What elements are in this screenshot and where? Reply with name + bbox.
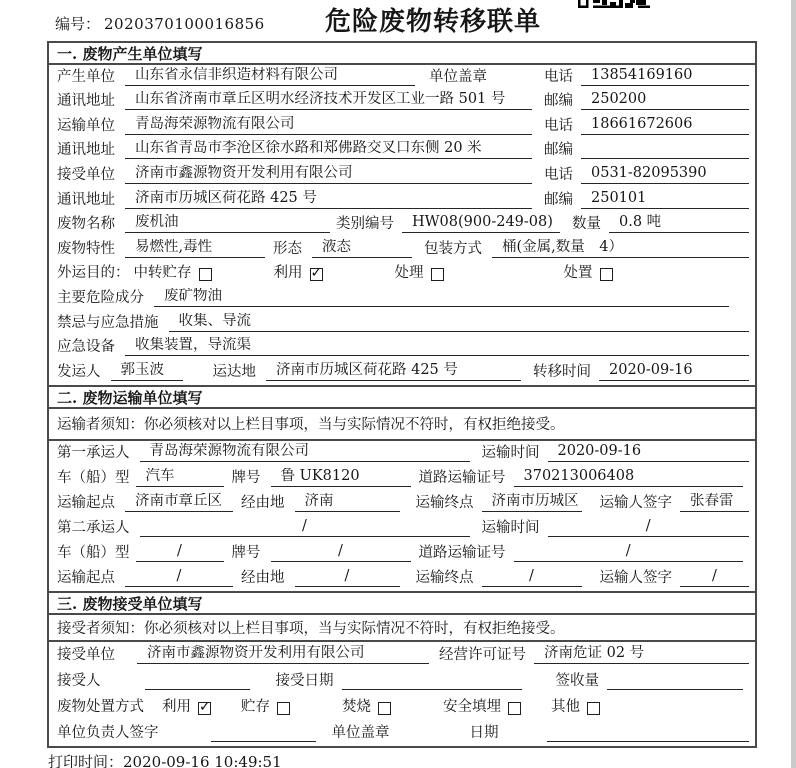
scrollbar[interactable] — [791, 0, 796, 768]
route2-sign-value: / — [680, 568, 749, 587]
road-cert1-value: 370213006408 — [514, 468, 744, 487]
print-time-line — [48, 751, 282, 768]
section3-header: 三. 废物接受单位填写 — [49, 591, 755, 615]
route1-start-value: 济南市章丘区 — [125, 493, 233, 512]
receiver-notice: 接受者须知：你必须核对以上栏目事项，当与实际情况不符时，有权拒绝接受。 — [49, 615, 755, 642]
form-label: 形态 — [273, 240, 302, 257]
receive-unit-s3-value: 济南市鑫源物资开发利用有限公司 — [137, 645, 429, 664]
waste-name-label: 废物名称 — [57, 216, 115, 233]
purpose-dispose-label: 处置 — [563, 265, 593, 282]
quantity-value: 0.8 吨 — [609, 214, 749, 233]
row-hazard — [49, 286, 755, 311]
responsible-sign-value — [211, 724, 316, 742]
qr-code-fragment — [578, 0, 650, 8]
produce-unit-label: 产生单位 — [57, 68, 115, 85]
transporter-notice: 运输者须知：你必须核对以上栏目事项，当与实际情况不符时，有权拒绝接受。 — [49, 409, 755, 441]
unit-stamp-s3-label: 单位盖章 — [331, 724, 390, 741]
row-route1 — [49, 491, 755, 516]
hazard-value: 废矿物油 — [154, 288, 729, 307]
section2-header: 二. 废物运输单位填写 — [49, 385, 755, 409]
quantity-label: 数量 — [572, 216, 601, 233]
transport-time1-label: 运输时间 — [481, 444, 540, 461]
receive-unit-label: 接受单位 — [57, 166, 115, 183]
transport-addr-value: 山东省青岛市李沧区徐水路和郑佛路交叉口东侧 20 米 — [125, 140, 532, 159]
carrier2-value: / — [140, 518, 470, 537]
sender-label: 发运人 — [57, 363, 101, 380]
row-receive-addr — [49, 188, 755, 213]
zip-value-3: 250101 — [581, 190, 749, 209]
route2-end-value: / — [482, 568, 582, 587]
disposal-label: 废物处置方式 — [57, 698, 144, 715]
purpose-label: 外运目的： — [57, 265, 130, 282]
zip-label-3: 邮编 — [544, 191, 573, 208]
row-waste-name — [49, 213, 755, 238]
row-waste-prop — [49, 237, 755, 262]
row-produce-unit — [49, 65, 755, 90]
route1-sign-label: 运输人签字 — [599, 494, 672, 511]
phone-value-2: 18661672606 — [581, 116, 749, 135]
row-carrier1 — [49, 441, 755, 466]
route2-via-label: 经由地 — [241, 569, 285, 586]
checkbox-transfer-storage — [199, 268, 212, 281]
disposal-landfill-label: 安全填埋 — [443, 698, 501, 715]
row-vehicle1 — [49, 466, 755, 491]
receive-addr-value: 济南市历城区荷花路 425 号 — [125, 190, 532, 209]
row-carrier2 — [49, 516, 755, 541]
waste-name-value: 废机油 — [125, 214, 330, 233]
produce-addr-value: 山东省济南市章丘区明水经济技术开发区工业一路 501 号 — [125, 91, 532, 110]
checkbox-treat — [431, 268, 444, 281]
signed-qty-label: 签收量 — [555, 672, 599, 689]
page-title: 危险废物转移联单 — [324, 7, 542, 37]
route1-end-label: 运输终点 — [415, 494, 474, 511]
row-receive-unit — [49, 163, 755, 188]
row-purpose — [49, 262, 755, 287]
disposal-other-label: 其他 — [551, 698, 580, 715]
produce-unit-value: 山东省永信非织造材料有限公司 — [125, 67, 415, 86]
transport-unit-label: 运输单位 — [57, 117, 115, 134]
route1-start-label: 运输起点 — [57, 494, 115, 511]
checkbox-disposal-store — [277, 702, 290, 715]
vehicle1-label: 车（船）型 — [57, 469, 130, 486]
road-cert2-value: / — [514, 543, 744, 562]
license-label: 经营许可证号 — [439, 646, 526, 663]
route2-start-label: 运输起点 — [57, 569, 115, 586]
checkbox-disposal-burn — [378, 702, 391, 715]
category-value: HW08(900-249-08) — [402, 214, 560, 233]
phone-label-1: 电话 — [544, 68, 573, 85]
route1-via-value: 济南 — [295, 493, 400, 512]
waste-prop-value: 易燃性,毒性 — [125, 239, 265, 258]
equip-label: 应急设备 — [57, 339, 115, 356]
carrier1-label: 第一承运人 — [57, 444, 130, 461]
pack-label: 包装方式 — [424, 240, 482, 257]
receive-date-value — [342, 672, 522, 690]
taboo-value: 收集、导流 — [169, 313, 750, 332]
dest-value: 济南市历城区荷花路 425 号 — [266, 362, 521, 381]
sender-value: 郭玉波 — [111, 362, 183, 381]
taboo-label: 禁忌与应急措施 — [57, 314, 159, 331]
checkbox-dispose — [600, 268, 613, 281]
hazard-label: 主要危险成分 — [57, 289, 144, 306]
disposal-use-label: 利用 — [162, 698, 191, 715]
purpose-use-label: 利用 — [273, 265, 303, 282]
transfer-time-label: 转移时间 — [533, 363, 591, 380]
responsible-sign-label: 单位负责人签字 — [57, 724, 159, 741]
transport-addr-label: 通讯地址 — [57, 142, 115, 159]
row-disposal — [49, 694, 755, 720]
receiver-value — [145, 672, 250, 690]
transport-time2-label: 运输时间 — [481, 519, 540, 536]
carrier1-value: 青岛海荣源物流有限公司 — [140, 443, 470, 462]
transfer-time-value: 2020-09-16 — [599, 362, 749, 381]
route2-end-label: 运输终点 — [415, 569, 474, 586]
zip-label-1: 邮编 — [544, 93, 573, 110]
route1-sign-value: 张春雷 — [680, 493, 749, 512]
doc-number-line — [55, 13, 265, 34]
produce-addr-label: 通讯地址 — [57, 93, 115, 110]
receive-unit-value: 济南市鑫源物资开发利用有限公司 — [125, 165, 532, 184]
section1-header: 一. 废物产生单位填写 — [49, 43, 755, 65]
pack-value: 桶(金属,数量 4） — [492, 239, 749, 258]
road-cert2-label: 道路运输证号 — [418, 544, 506, 561]
phone-label-2: 电话 — [544, 117, 573, 134]
receive-date-label: 接受日期 — [275, 672, 334, 689]
transport-time1-value: 2020-09-16 — [548, 443, 750, 462]
receive-unit-s3-label: 接受单位 — [57, 646, 115, 663]
phone-value-3: 0531-82095390 — [581, 165, 749, 184]
disposal-store-label: 贮存 — [241, 698, 270, 715]
disposal-burn-label: 焚烧 — [342, 698, 371, 715]
phone-label-3: 电话 — [544, 166, 573, 183]
transport-unit-value: 青岛海荣源物流有限公司 — [125, 116, 532, 135]
route2-start-value: / — [125, 568, 233, 587]
plate1-label: 牌号 — [231, 469, 261, 486]
waste-prop-label: 废物特性 — [57, 240, 115, 257]
manifest-form — [47, 41, 757, 748]
form-value: 液态 — [312, 239, 412, 258]
checkbox-disposal-other — [587, 702, 600, 715]
print-time-value: 2020-09-16 10:49:51 — [123, 753, 282, 768]
row-transport-addr — [49, 139, 755, 164]
checkbox-disposal-landfill — [508, 702, 521, 715]
doc-number-value: 2020370100016856 — [104, 15, 265, 33]
carrier2-label: 第二承运人 — [57, 519, 130, 536]
row-responsible-sign — [49, 720, 755, 746]
license-value: 济南危证 02 号 — [534, 645, 749, 664]
route1-end-value: 济南市历城区 — [482, 493, 582, 512]
purpose-transfer-label: 中转贮存 — [133, 265, 192, 282]
row-route2 — [49, 566, 755, 591]
checkbox-disposal-use — [198, 702, 211, 715]
row-receiver — [49, 668, 755, 694]
route2-via-value: / — [295, 568, 400, 587]
dest-label: 运达地 — [212, 363, 256, 380]
row-produce-addr — [49, 90, 755, 115]
checkbox-use — [310, 268, 323, 281]
zip-value-2 — [581, 141, 749, 159]
receiver-label: 接受人 — [57, 672, 101, 689]
vehicle2-value: / — [136, 543, 224, 562]
vehicle1-value: 汽车 — [136, 468, 224, 487]
road-cert1-label: 道路运输证号 — [418, 469, 506, 486]
transport-time2-value: / — [548, 518, 750, 537]
sign-date-value — [547, 724, 750, 742]
vehicle2-label: 车（船）型 — [57, 544, 130, 561]
plate2-value: / — [271, 543, 411, 562]
plate1-value: 鲁 UK8120 — [271, 468, 411, 487]
row-receive-unit-s3 — [49, 642, 755, 668]
sign-date-label: 日期 — [469, 724, 499, 741]
print-time-label: 打印时间： — [48, 753, 124, 768]
row-transport-unit — [49, 114, 755, 139]
category-label: 类别编号 — [336, 216, 394, 233]
phone-value-1: 13854169160 — [581, 67, 749, 86]
row-vehicle2 — [49, 541, 755, 566]
receive-addr-label: 通讯地址 — [57, 191, 115, 208]
row-sender — [49, 360, 755, 385]
signed-qty-value — [607, 672, 743, 690]
unit-stamp-label: 单位盖章 — [429, 68, 487, 85]
zip-value-1: 250200 — [581, 91, 749, 110]
route1-via-label: 经由地 — [241, 494, 285, 511]
plate2-label: 牌号 — [231, 544, 261, 561]
zip-label-2: 邮编 — [544, 142, 573, 159]
row-equip — [49, 336, 755, 361]
doc-number-label: 编号： — [55, 15, 101, 33]
equip-value: 收集装置，导流渠 — [125, 337, 749, 356]
row-taboo — [49, 311, 755, 336]
purpose-treat-label: 处理 — [394, 265, 424, 282]
route2-sign-label: 运输人签字 — [599, 569, 672, 586]
